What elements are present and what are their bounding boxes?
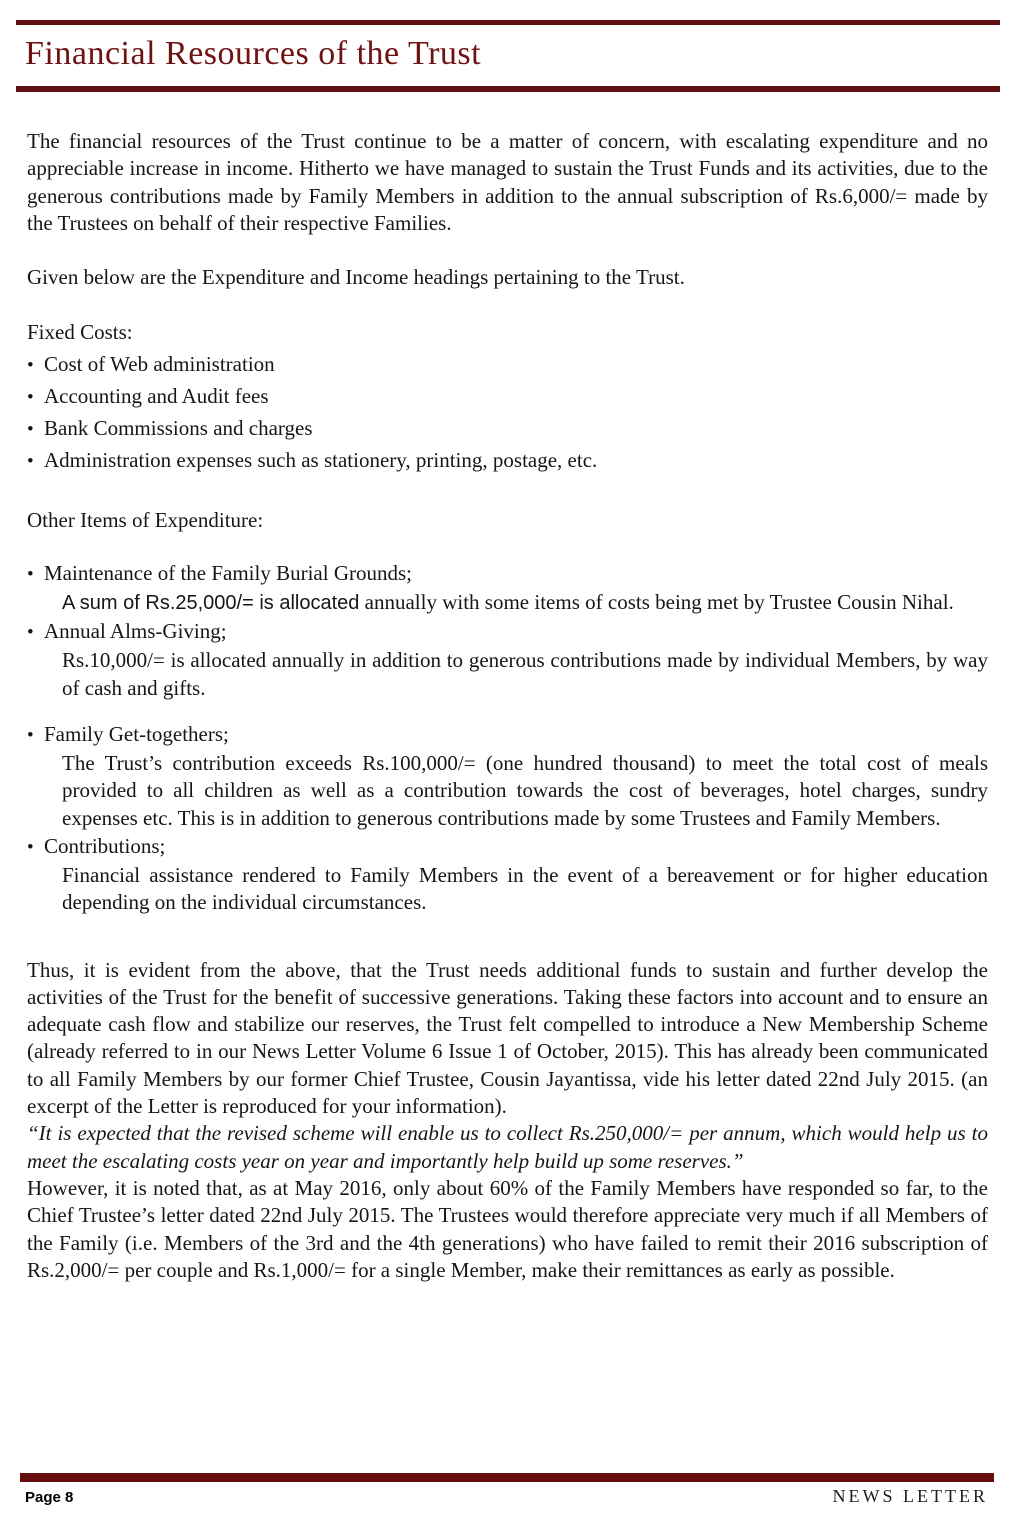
list-item-title-text: Annual Alms-Giving;: [44, 619, 227, 644]
bullet-icon: •: [27, 622, 34, 644]
list-item-title: [27, 720, 988, 750]
article-body: [27, 128, 988, 1284]
list-item-text: Accounting and Audit fees: [44, 383, 269, 408]
list-item-text: Administration expenses such as stationery, printing, postage, etc.: [44, 447, 598, 472]
list-item: [27, 617, 988, 702]
bullet-icon: •: [27, 564, 34, 586]
detail-serif-segment: annually with some items of costs being met by Trustee Cousin Nihal.: [359, 590, 954, 615]
detail-sans-segment: A sum of Rs.25,000/= is allocated: [62, 592, 360, 615]
bullet-icon: •: [27, 836, 34, 858]
bullet-icon: •: [27, 354, 34, 376]
publication-name: NEWS LETTER: [832, 1486, 988, 1506]
list-item-detail: The Trust’s contribution exceeds Rs.100,000/= (one hundred thousand) to meet the total cost of meals provided to all children as well as a contribution towards the cost of beverages, hotel charges, sundry expenses etc. This is in addition to generous contributions made by some Trustees and Family Members.: [62, 751, 988, 830]
list-item: [27, 381, 988, 413]
fixed-costs-list: [27, 349, 988, 477]
intro-paragraph: The financial resources of the Trust continue to be a matter of concern, with escalating expenditure and no appreciable increase in income. Hitherto we have managed to sustain the Trust Funds and its activities, due to the generous contributions made by Family Members in addition to the annual subscription of Rs.6,000/= made by the Trustees on behalf of their respective Families.: [27, 129, 988, 235]
bullet-icon: •: [27, 418, 34, 440]
list-item-title-text: Maintenance of the Family Burial Grounds;: [44, 561, 413, 586]
list-item: [27, 413, 988, 445]
other-items-list: [27, 559, 988, 916]
given-below-line: Given below are the Expenditure and Income headings pertaining to the Trust.: [27, 265, 685, 290]
bullet-icon: •: [27, 725, 34, 747]
list-item: [27, 445, 988, 477]
bullet-icon: •: [27, 450, 34, 472]
header-rule-bottom: [16, 86, 1000, 92]
page-title: Financial Resources of the Trust: [25, 35, 482, 72]
quoted-excerpt: “It is expected that the revised scheme will enable us to collect Rs.250,000/= per annum, which would help us to meet the escalating costs year on year and importantly help build up some reserves.”: [27, 1121, 988, 1173]
list-item-detail: [62, 589, 988, 617]
list-item-title-text: Family Get-togethers;: [44, 722, 229, 747]
footer: [25, 1486, 988, 1507]
list-spacer: [27, 702, 988, 720]
fixed-costs-heading: Fixed Costs:: [27, 319, 133, 344]
list-item-text: Cost of Web administration: [44, 351, 275, 376]
list-item-title: [27, 617, 988, 647]
list-item: [27, 349, 988, 381]
bullet-icon: •: [27, 386, 34, 408]
list-item: [27, 559, 988, 617]
list-item-detail: Financial assistance rendered to Family Members in the event of a bereavement or for higher education depending on the individual circumstances.: [62, 862, 988, 915]
page-number: Page 8: [25, 1489, 74, 1506]
conclusion-paragraph: Thus, it is evident from the above, that the Trust needs additional funds to sustain and further develop the activities of the Trust for the benefit of successive generations. Taking these factors into account and to ensure an adequate cash flow and stabilize our reserves, the Trust felt compelled to introduce a New Membership Scheme (already referred to in our News Letter Volume 6 Issue 1 of October, 2015). This has already been communicated to all Family Members by our former Chief Trustee, Cousin Jayantissa, vide his letter dated 22nd July 2015. (an excerpt of the Letter is reproduced for your information).: [27, 957, 988, 1119]
list-item-text: Bank Commissions and charges: [44, 415, 313, 440]
however-paragraph: However, it is noted that, as at May 2016, only about 60% of the Family Members have responded so far, to the Chief Trustee’s letter dated 22nd July 2015. The Trustees would therefore appreciate very much if all Members of the Family (i.e. Members of the 3rd and the 4th generations) who have failed to remit their 2016 subscription of Rs.2,000/= per couple and Rs.1,000/= for a single Member, make their remittances as early as possible.: [27, 1175, 988, 1282]
list-item: [27, 832, 988, 917]
other-items-heading: Other Items of Expenditure:: [27, 507, 264, 532]
list-item-title: [27, 832, 988, 862]
header-rule-top: [16, 20, 1000, 25]
footer-rule: [20, 1473, 994, 1482]
list-item-detail: Rs.10,000/= is allocated annually in addition to generous contributions made by individual Members, by way of cash and gifts.: [62, 648, 988, 700]
list-item: [27, 720, 988, 832]
list-item-title: [27, 559, 988, 589]
list-item-title-text: Contributions;: [44, 833, 166, 858]
